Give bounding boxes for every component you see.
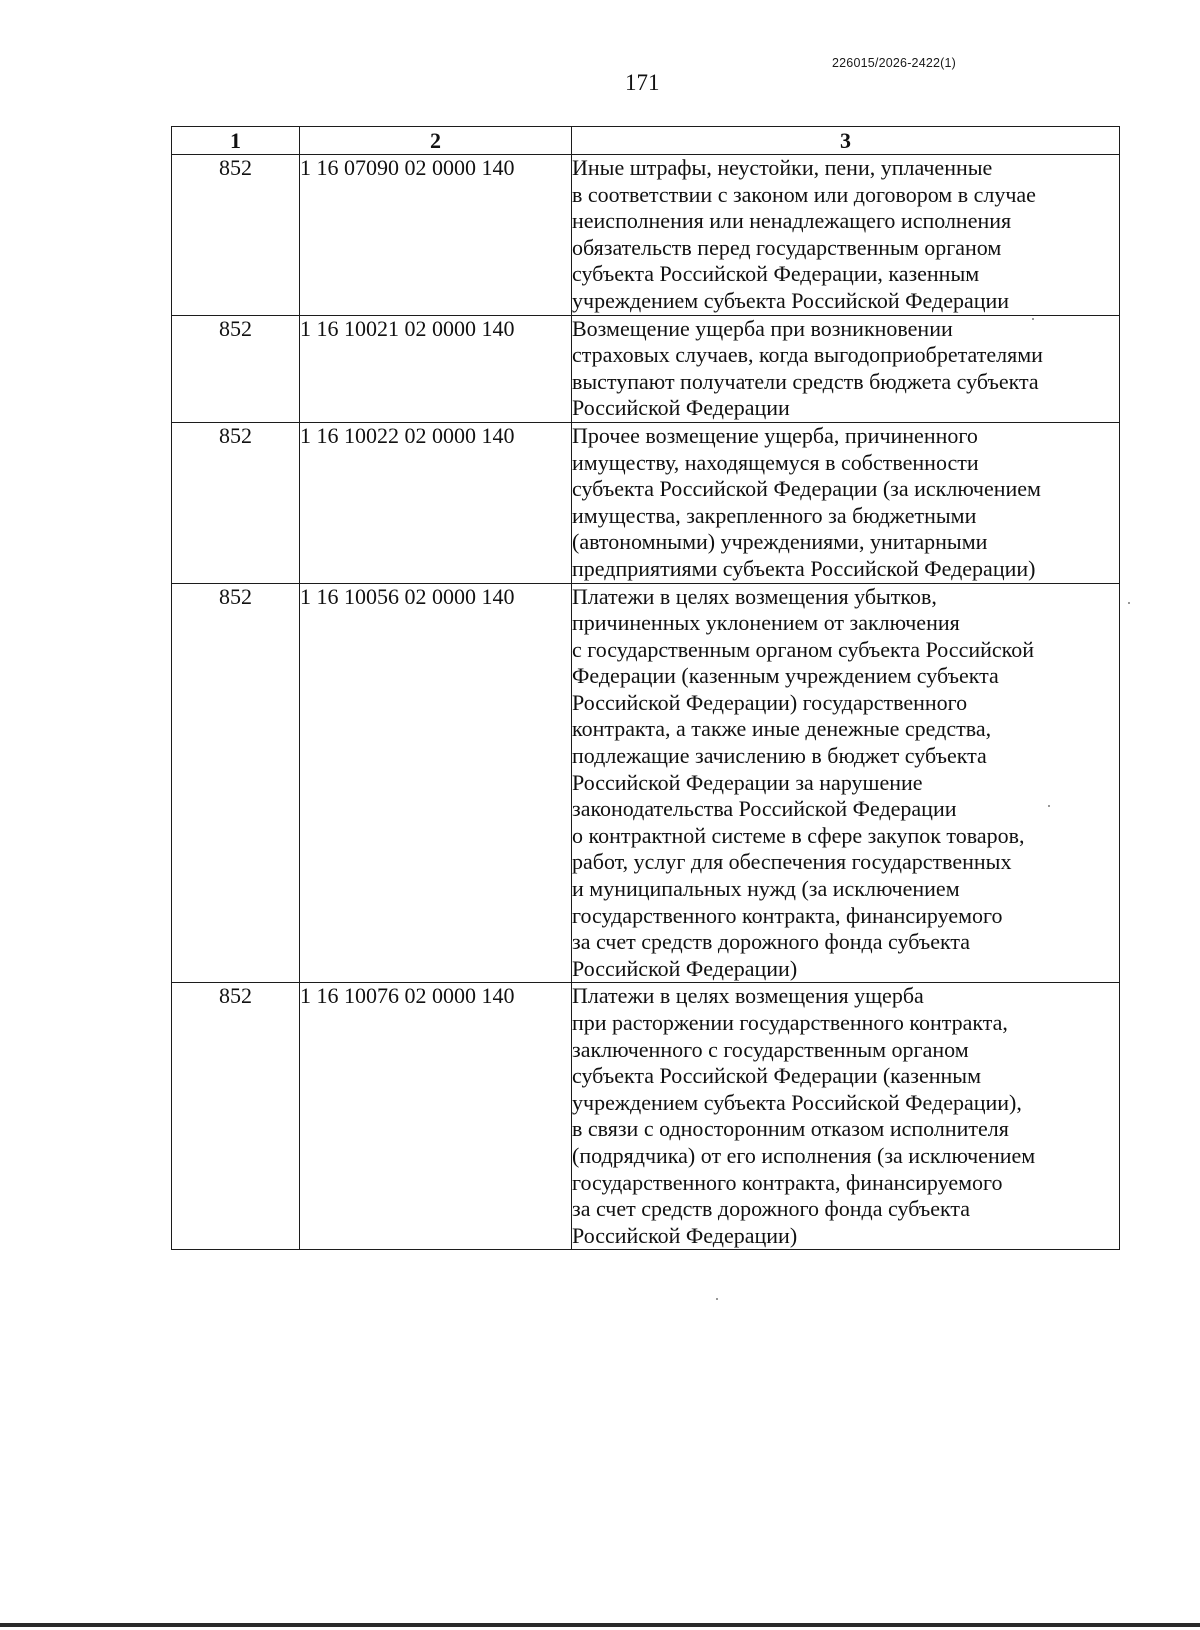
description-line: Российской Федерации — [572, 395, 790, 421]
page-number: 171 — [625, 70, 660, 95]
description-line: за счет средств дорожного фонда субъекта — [572, 1196, 971, 1222]
column-header-3: 3 — [572, 127, 1120, 155]
description-line: о контрактной системе в сфере закупок товаров, — [572, 822, 1025, 848]
description-line: обязательств перед государственным органом — [572, 234, 1002, 260]
scan-edge-line — [0, 1623, 1200, 1627]
description-line: Возмещение ущерба при возникновении — [572, 315, 953, 341]
budget-classification-code-cell: 1 16 10022 02 0000 140 — [300, 422, 572, 583]
description-line: Российской Федерации) — [572, 955, 798, 981]
description-line: выступают получатели средств бюджета субъекта — [572, 368, 1039, 394]
description-line: при расторжении государственного контракта, — [572, 1010, 1008, 1035]
table-header-row — [172, 127, 1120, 155]
admin-code-cell: 852 — [172, 583, 300, 983]
table-row — [172, 155, 1120, 316]
description-line: субъекта Российской Федерации (казенным — [572, 1063, 981, 1089]
table-row — [172, 422, 1120, 583]
admin-code-cell: 852 — [172, 422, 300, 583]
description-line: в соответствии с законом или договором в случае — [572, 181, 1036, 207]
scan-speck — [1032, 318, 1034, 320]
description-line: (подрядчика) от его исполнения (за исключением — [572, 1142, 1036, 1168]
admin-code-cell: 852 — [172, 315, 300, 422]
description-line: государственного контракта, финансируемого — [572, 1169, 1003, 1195]
description-line: учреждением субъекта Российской Федерации — [572, 287, 1010, 313]
description-line: Российской Федерации за нарушение — [572, 769, 923, 795]
description-line: страховых случаев, когда выгодоприобретателями — [572, 342, 1043, 368]
revenue-description-cell — [572, 422, 1120, 583]
column-header-1: 1 — [172, 127, 300, 155]
description-line: имуществу, находящемуся в собственности — [572, 449, 979, 475]
description-line: (автономными) учреждениями, унитарными — [572, 529, 988, 555]
description-line: законодательства Российской Федерации — [572, 796, 957, 822]
table-row — [172, 983, 1120, 1250]
table-row — [172, 583, 1120, 983]
description-line: работ, услуг для обеспечения государственных — [572, 849, 1012, 875]
revenue-description-cell — [572, 983, 1120, 1250]
description-line: с государственным органом субъекта Российской — [572, 636, 1034, 662]
revenue-description-cell — [572, 155, 1120, 316]
revenue-description-cell — [572, 315, 1120, 422]
budget-classification-code-cell: 1 16 07090 02 0000 140 — [300, 155, 572, 316]
budget-classification-code-cell: 1 16 10056 02 0000 140 — [300, 583, 572, 983]
description-line: неисполнения или ненадлежащего исполнения — [572, 208, 1012, 234]
description-line: заключенного с государственным органом — [572, 1036, 969, 1062]
budget-classification-code-cell: 1 16 10076 02 0000 140 — [300, 983, 572, 1250]
description-line: в связи с односторонним отказом исполнителя — [572, 1116, 1009, 1142]
description-line: субъекта Российской Федерации, казенным — [572, 261, 980, 287]
scan-speck — [1048, 805, 1050, 807]
description-line: за счет средств дорожного фонда субъекта — [572, 929, 971, 955]
revenue-codes-table — [171, 126, 1120, 1250]
scan-speck — [716, 1298, 718, 1300]
budget-classification-code-cell: 1 16 10021 02 0000 140 — [300, 315, 572, 422]
description-line: предприятиями субъекта Российской Федерации) — [572, 555, 1036, 581]
description-line: Российской Федерации) государственного — [572, 689, 968, 715]
table-body — [172, 155, 1120, 1250]
scan-speck — [1128, 602, 1130, 604]
description-line: подлежащие зачислению в бюджет субъекта — [572, 743, 987, 769]
admin-code-cell: 852 — [172, 155, 300, 316]
description-line: субъекта Российской Федерации (за исключением — [572, 476, 1041, 502]
description-line: Платежи в целях возмещения ущерба — [572, 983, 924, 1009]
description-line: Прочее возмещение ущерба, причиненного — [572, 422, 978, 448]
revenue-description-cell — [572, 583, 1120, 983]
description-line: Платежи в целях возмещения убытков, — [572, 583, 937, 609]
description-line: причиненных уклонением от заключения — [572, 610, 960, 636]
description-line: Федерации (казенным учреждением субъекта — [572, 663, 999, 689]
description-line: государственного контракта, финансируемого — [572, 902, 1003, 928]
description-line: и муниципальных нужд (за исключением — [572, 876, 960, 902]
column-header-2: 2 — [300, 127, 572, 155]
description-line: Иные штрафы, неустойки, пени, уплаченные — [572, 155, 993, 180]
admin-code-cell: 852 — [172, 983, 300, 1250]
description-line: имущества, закрепленного за бюджетными — [572, 502, 977, 528]
document-id: 226015/2026-2422(1) — [832, 56, 957, 70]
description-line: контракта, а также иные денежные средства, — [572, 716, 992, 742]
description-line: учреждением субъекта Российской Федерации), — [572, 1089, 1022, 1115]
description-line: Российской Федерации) — [572, 1222, 798, 1248]
table-row — [172, 315, 1120, 422]
